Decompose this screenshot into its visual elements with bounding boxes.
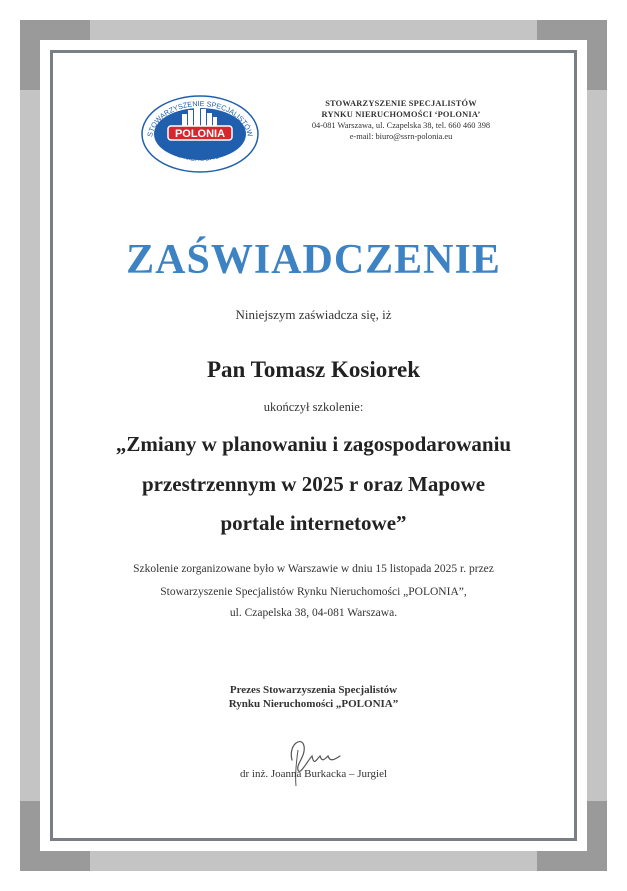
logo-bottom-text: RYNKU NIERUCHOMOŚC bbox=[159, 141, 240, 163]
logo-center-text: POLONIA bbox=[174, 128, 226, 140]
signatory-title-line1: Prezes Stowarzyszenia Specjalistów bbox=[229, 684, 398, 696]
signatory-title-line2: Rynku Nieruchomości „POLONIA” bbox=[228, 698, 399, 710]
certificate-title: ZAŚWIADCZENIE bbox=[126, 237, 501, 283]
course-title-line3: portale internetowe” bbox=[220, 511, 407, 535]
org-email: e-mail: biuro@ssrn-polonia.eu bbox=[349, 132, 453, 141]
organizer-line3: ul. Czapelska 38, 04-081 Warszawa. bbox=[229, 607, 398, 619]
course-title-line1: „Zmiany w planowaniu i zagospodarowaniu bbox=[115, 432, 512, 456]
completed-text: ukończył szkolenie: bbox=[263, 400, 364, 414]
course-title-line2: przestrzennym w 2025 r oraz Mapowe bbox=[141, 472, 486, 496]
org-name-line2: RYNKU NIERUCHOMOŚCI ‘POLONIA’ bbox=[321, 110, 481, 119]
organization-logo bbox=[138, 88, 262, 174]
organizer-line2: Stowarzyszenie Specjalistów Rynku Nieruchomości „POLONIA”, bbox=[160, 586, 467, 598]
recipient-name: Pan Tomasz Kosiorek bbox=[207, 357, 420, 382]
signer-name: dr inż. Joanna Burkacka – Jurgiel bbox=[239, 768, 388, 780]
org-address: 04-081 Warszawa, ul. Czapelska 38, tel. 660 460 398 bbox=[311, 121, 491, 130]
logo-arc-text: STOWARZYSZENIE SPECJALISTÓW bbox=[145, 98, 255, 138]
organizer-line1: Szkolenie zorganizowane było w Warszawie w dniu 15 listopada 2025 r. przez bbox=[133, 563, 494, 575]
org-name-line1: STOWARZYSZENIE SPECJALISTÓW bbox=[325, 99, 477, 108]
organization-header bbox=[296, 98, 506, 142]
intro-text: Niniejszym zaświadcza się, iż bbox=[235, 307, 392, 322]
